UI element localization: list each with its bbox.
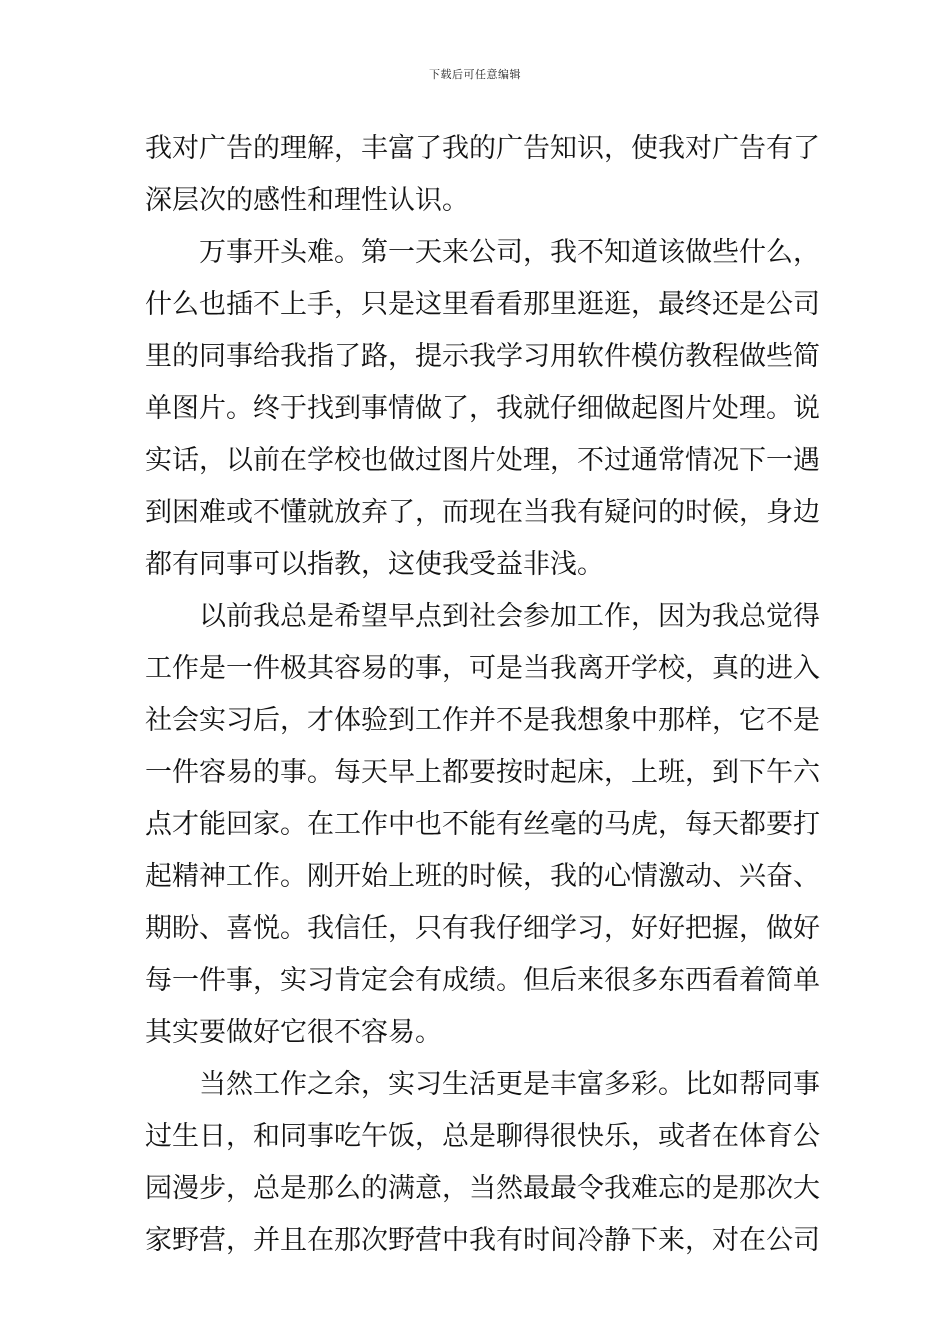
text-line: 都有同事可以指教，这使我受益非浅。 xyxy=(145,549,604,580)
text-line: 里的同事给我指了路，提示我学习用软件模仿教程做些简 xyxy=(145,341,820,372)
text-line: 园漫步，总是那么的满意，当然最最令我难忘的是那次大 xyxy=(145,1173,820,1204)
text-line: 以前我总是希望早点到社会参加工作，因为我总觉得 xyxy=(199,601,820,632)
text-line: 一件容易的事。每天早上都要按时起床，上班，到下午六 xyxy=(145,757,820,788)
text-line: 深层次的感性和理性认识。 xyxy=(145,185,469,216)
text-line: 起精神工作。刚开始上班的时候，我的心情激动、兴奋、 xyxy=(145,861,820,892)
text-line: 实话，以前在学校也做过图片处理，不过通常情况下一遇 xyxy=(145,445,820,476)
text-line: 其实要做好它很不容易。 xyxy=(145,1017,442,1048)
text-line: 什么也插不上手，只是这里看看那里逛逛，最终还是公司 xyxy=(145,289,820,320)
document-body xyxy=(145,123,820,1267)
text-line: 家野营，并且在那次野营中我有时间冷静下来，对在公司 xyxy=(145,1225,820,1256)
text-line: 每一件事，实习肯定会有成绩。但后来很多东西看着简单 xyxy=(145,965,820,996)
text-line: 万事开头难。第一天来公司，我不知道该做些什么， xyxy=(199,237,820,268)
text-line: 当然工作之余，实习生活更是丰富多彩。比如帮同事 xyxy=(199,1069,820,1100)
text-line: 期盼、喜悦。我信任，只有我仔细学习，好好把握，做好 xyxy=(145,913,820,944)
text-line: 工作是一件极其容易的事，可是当我离开学校，真的进入 xyxy=(145,653,820,684)
page-header: 下载后可任意编辑 xyxy=(429,68,521,81)
text-line: 单图片。终于找到事情做了，我就仔细做起图片处理。说 xyxy=(145,393,820,424)
text-line: 过生日，和同事吃午饭，总是聊得很快乐，或者在体育公 xyxy=(145,1121,820,1152)
text-line: 点才能回家。在工作中也不能有丝毫的马虎，每天都要打 xyxy=(145,809,820,840)
text-line: 我对广告的理解，丰富了我的广告知识，使我对广告有了 xyxy=(145,133,820,164)
text-line: 到困难或不懂就放弃了，而现在当我有疑问的时候，身边 xyxy=(145,497,820,528)
text-line: 社会实习后，才体验到工作并不是我想象中那样，它不是 xyxy=(145,705,820,736)
